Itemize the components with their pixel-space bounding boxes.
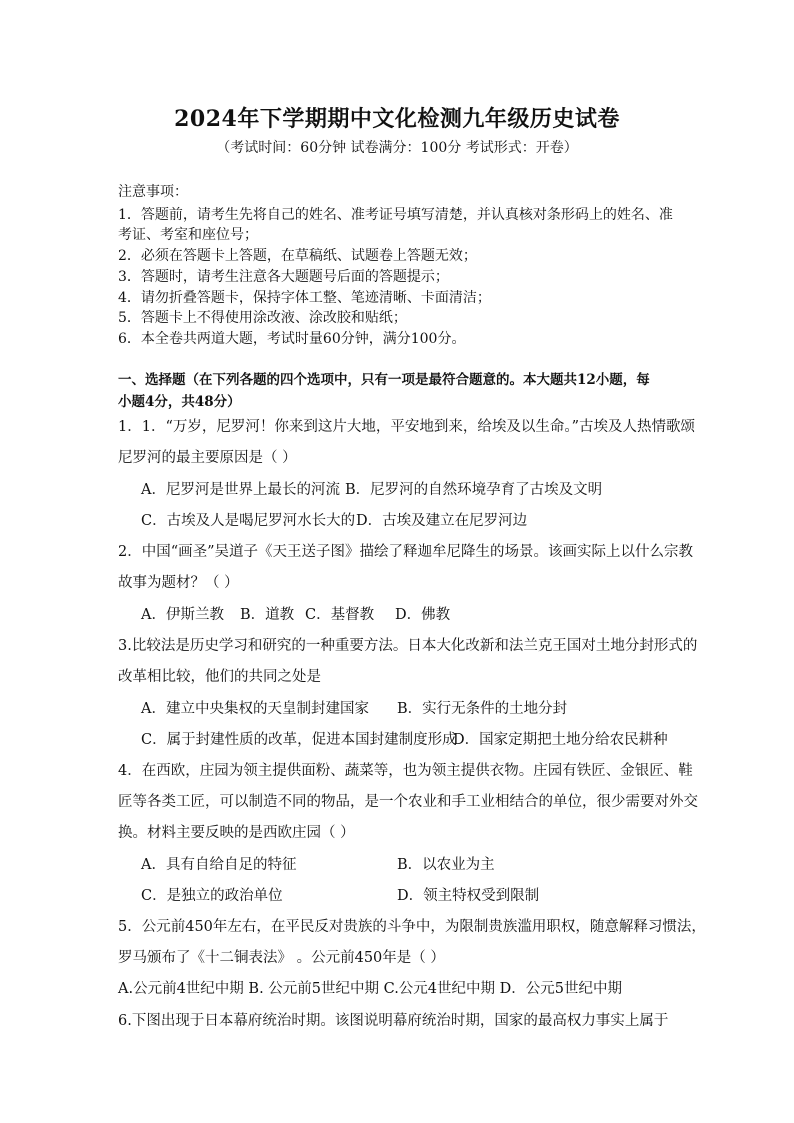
page-title: 2024年下学期期中文化检测九年级历史试卷 <box>174 106 620 132</box>
question-5-stem: 5．公元前450年左右，在平民反对贵族的斗争中，为限制贵族滥用职权，随意解释习惯法， <box>118 919 706 935</box>
question-2-option-b[interactable]: B．道教 <box>240 607 295 623</box>
note-line: 2．必须在答题卡上答题，在草稿纸、试题卷上答题无效； <box>118 248 477 264</box>
exam-info: （考试时间：60分钟 试卷满分：100分 考试形式：开卷） <box>216 140 578 156</box>
question-3-stem: 改革相比较，他们的共同之处是 <box>118 669 321 685</box>
note-line: 6．本全卷共两道大题，考试时量60分钟，满分100分。 <box>118 331 466 347</box>
question-3-stem: 3.比较法是历史学习和研究的一种重要方法。日本大化改新和法兰克王国对土地分封形式的 <box>118 638 698 654</box>
question-4-option-a[interactable]: A．具有自给自足的特征 <box>141 857 297 873</box>
note-line: 5．答题卡上不得使用涂改液、涂改胶和贴纸； <box>118 310 407 326</box>
section-heading: 一、选择题（在下列各题的四个选项中，只有一项是最符合题意的。本大题共12小题，每 <box>118 372 650 388</box>
question-5-stem: 罗马颁布了《十二铜表法》 。公元前450年是（ ） <box>118 950 445 966</box>
note-line: 考证、考室和座位号； <box>118 227 258 243</box>
question-5-options[interactable]: A.公元前4世纪中期 B. 公元前5世纪中期 C.公元4世纪中期 D．公元5世纪中期 <box>118 981 622 997</box>
question-2-stem: 2．中国“画圣”吴道子《天王送子图》描绘了释迦牟尼降生的场景。该画实际上以什么宗教 <box>118 544 694 560</box>
question-2-option-d[interactable]: D．佛教 <box>395 607 451 623</box>
question-4-stem: 换。材料主要反映的是西欧庄园（ ） <box>118 825 355 841</box>
question-6-stem: 6.下图出现于日本幕府统治时期。该图说明幕府统治时期，国家的最高权力事实上属于 <box>118 1013 669 1029</box>
question-3-option-d[interactable]: D．国家定期把土地分给农民耕种 <box>453 732 668 748</box>
question-1-option-c[interactable]: C．古埃及人是喝尼罗河水长大的 <box>141 513 356 529</box>
question-1-option-a[interactable]: A．尼罗河是世界上最长的河流 <box>141 482 340 498</box>
note-line: 3．答题时，请考生注意各大题题号后面的答题提示； <box>118 269 449 285</box>
question-1-option-d[interactable]: D．古埃及建立在尼罗河边 <box>356 513 528 529</box>
question-1-stem: 尼罗河的最主要原因是（ ） <box>118 450 297 466</box>
question-4-option-c[interactable]: C．是独立的政治单位 <box>141 888 283 904</box>
question-1-option-b[interactable]: B．尼罗河的自然环境孕育了古埃及文明 <box>345 482 603 498</box>
question-3-option-c[interactable]: C．属于封建性质的改革，促进本国封建制度形成 <box>141 732 457 748</box>
note-line: 4．请勿折叠答题卡，保持字体工整、笔迹清晰、卡面清洁； <box>118 290 491 306</box>
question-2-option-a[interactable]: A．伊斯兰教 <box>141 607 224 623</box>
question-2-option-c[interactable]: C．基督教 <box>305 607 375 623</box>
question-3-option-a[interactable]: A．建立中央集权的天皇制封建国家 <box>141 701 369 717</box>
note-line: 1．答题前，请考生先将自己的姓名、准考证号填写清楚，并认真核对条形码上的姓名、准 <box>118 207 673 223</box>
question-4-stem: 匠等各类工匠，可以制造不同的物品，是一个农业和手工业相结合的单位，很少需要对外交 <box>118 794 698 810</box>
question-4-option-b[interactable]: B．以农业为主 <box>397 857 495 873</box>
question-1-stem: 1．1．“万岁，尼罗河！你来到这片大地，平安地到来，给埃及以生命。”古埃及人热情歌颂 <box>118 419 696 435</box>
question-4-stem: 4．在西欧，庄园为领主提供面粉、蔬菜等，也为领主提供衣物。庄园有铁匠、金银匠、鞋 <box>118 763 693 779</box>
question-2-stem: 故事为题材？（ ） <box>118 575 239 591</box>
question-3-option-b[interactable]: B．实行无条件的土地分封 <box>397 701 568 717</box>
question-4-option-d[interactable]: D．领主特权受到限制 <box>397 888 540 904</box>
section-heading-cont: 小题4分，共48分） <box>118 394 241 410</box>
notes-heading: 注意事项： <box>118 184 188 200</box>
